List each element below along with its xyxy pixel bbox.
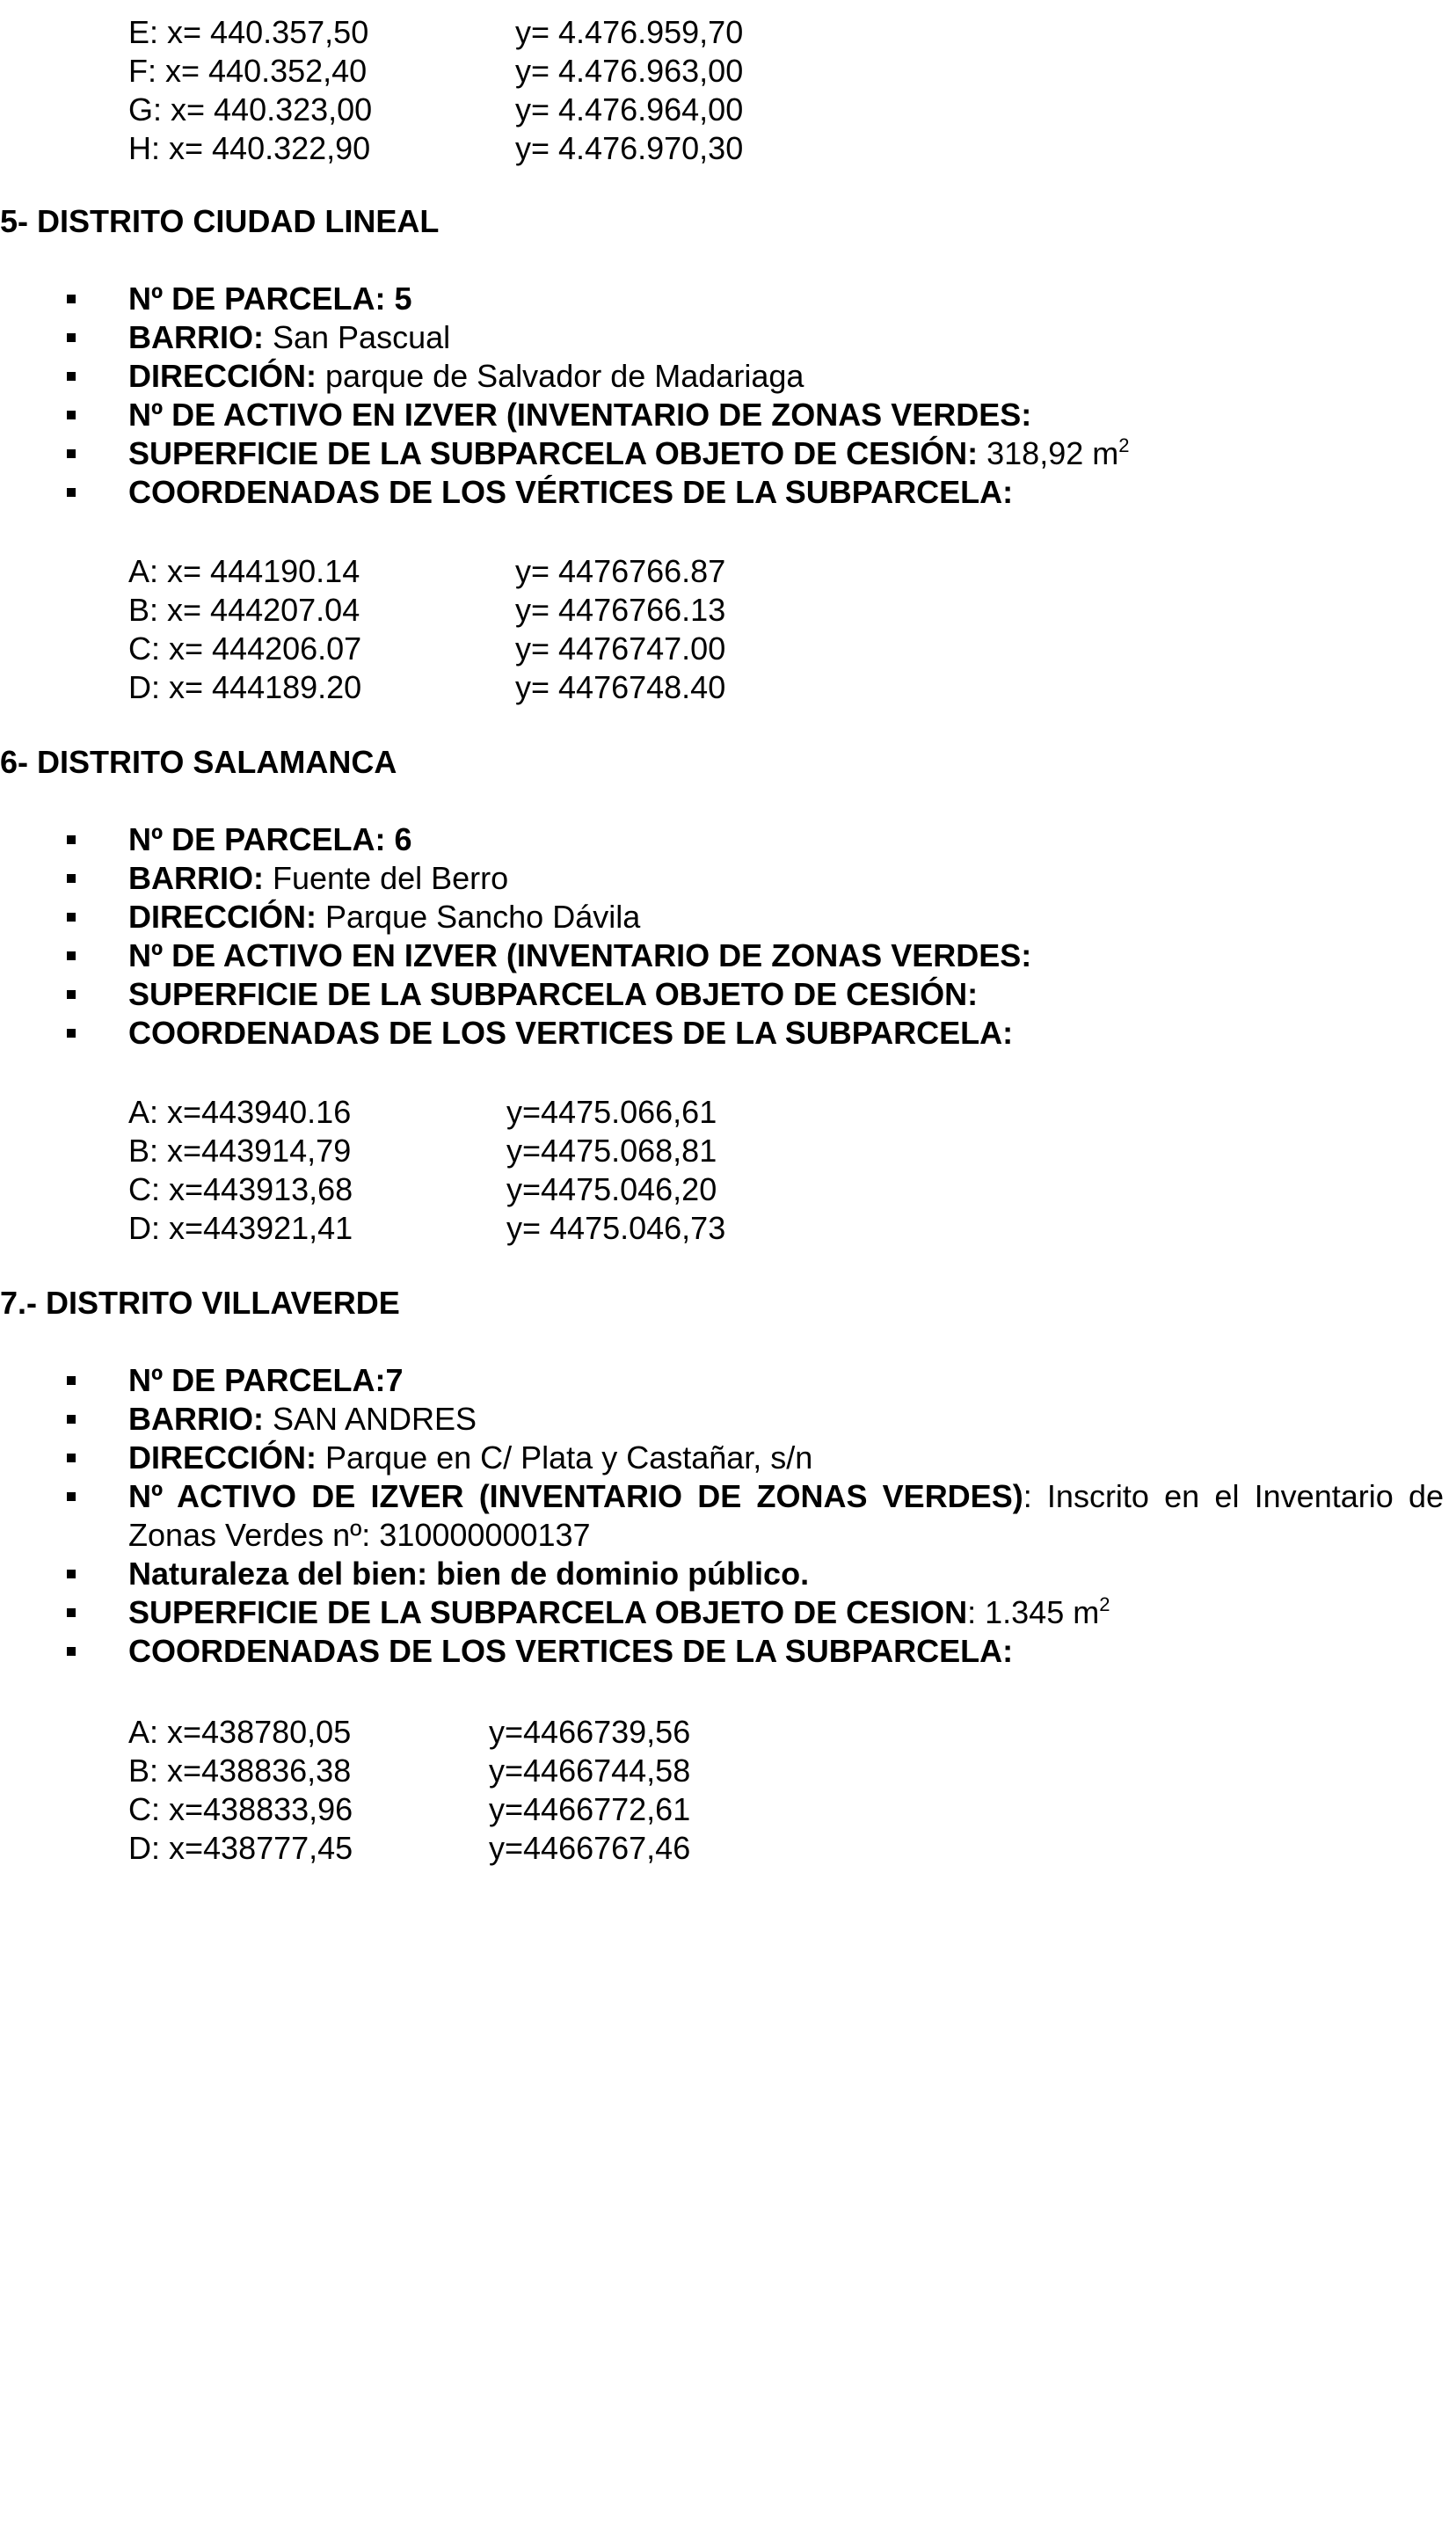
coordinate-x: A: x= 444190.14 <box>128 553 360 589</box>
bullet-icon <box>67 295 76 303</box>
coordinate-row <box>128 1790 690 1829</box>
list-item <box>0 280 1451 318</box>
coordinate-row <box>128 1132 725 1170</box>
coordinate-row <box>128 552 725 591</box>
list-item <box>0 820 1451 859</box>
coordinate-row <box>128 52 743 91</box>
bullet-icon <box>67 913 76 922</box>
coordinate-y: y=4475.066,61 <box>506 1094 717 1130</box>
coordinate-x: D: x= 444189.20 <box>128 669 362 705</box>
list-item <box>0 1014 1451 1053</box>
item-label: Nº DE ACTIVO EN IZVER (INVENTARIO DE ZONAS VERDES: <box>128 937 1032 973</box>
coordinate-y: y=4475.046,20 <box>506 1171 717 1207</box>
section-heading-villaverde: 7.- DISTRITO VILLAVERDE <box>0 1285 400 1321</box>
bullet-icon <box>67 372 76 381</box>
item-label: DIRECCIÓN: <box>128 899 317 935</box>
item-label: SUPERFICIE DE LA SUBPARCELA OBJETO DE CESION <box>128 1594 968 1630</box>
coordinate-y: y=4475.068,81 <box>506 1133 717 1169</box>
bullet-icon <box>67 333 76 342</box>
list-item <box>0 936 1451 975</box>
item-label: DIRECCIÓN: <box>128 358 317 394</box>
section-5-list <box>0 280 1451 512</box>
coordinate-x: D: x=443921,41 <box>128 1210 353 1246</box>
bullet-icon <box>67 1608 76 1617</box>
list-item <box>0 357 1451 396</box>
bullet-icon <box>67 835 76 844</box>
coordinate-y: y= 4.476.959,70 <box>515 14 744 50</box>
bullet-icon <box>67 1454 76 1462</box>
coordinate-y: y= 4476766.13 <box>515 592 726 628</box>
coordinate-x: C: x=438833,96 <box>128 1791 353 1827</box>
coordinates-block-section-6 <box>128 1093 725 1248</box>
section-heading-salamanca: 6- DISTRITO SALAMANCA <box>0 744 397 780</box>
item-label: SUPERFICIE DE LA SUBPARCELA OBJETO DE CESIÓN: <box>128 976 979 1012</box>
list-item <box>0 1361 1451 1400</box>
bullet-icon <box>67 1376 76 1385</box>
bullet-icon <box>67 1029 76 1038</box>
item-value: : Inscrito en el Inventario de Zonas Verdes nº: 310000000137 <box>128 1478 1445 1553</box>
coordinate-x: F: x= 440.352,40 <box>128 53 368 89</box>
list-item <box>0 1439 1451 1477</box>
coordinate-y: y=4466772,61 <box>489 1791 691 1827</box>
coordinate-y: y=4466739,56 <box>489 1714 691 1750</box>
list-item <box>0 396 1451 434</box>
coordinate-x: A: x=438780,05 <box>128 1714 352 1750</box>
bullet-icon <box>67 1492 76 1501</box>
item-value: Parque en C/ Plata y Castañar, s/n <box>317 1439 813 1476</box>
coordinates-block-section-7 <box>128 1713 690 1868</box>
coordinate-x: D: x=438777,45 <box>128 1830 353 1866</box>
item-label: Naturaleza del bien: bien de dominio público. <box>128 1556 810 1592</box>
item-label: COORDENADAS DE LOS VERTICES DE LA SUBPARCELA: <box>128 1015 1014 1051</box>
item-value: SAN ANDRES <box>263 1401 477 1437</box>
list-item <box>0 434 1451 473</box>
item-label: SUPERFICIE DE LA SUBPARCELA OBJETO DE CESIÓN: <box>128 435 979 471</box>
item-label: BARRIO: <box>128 860 264 896</box>
coordinates-block-top <box>128 13 743 168</box>
list-item <box>0 1632 1451 1671</box>
bullet-icon <box>67 951 76 960</box>
coordinate-row <box>128 591 725 630</box>
item-label: COORDENADAS DE LOS VERTICES DE LA SUBPARCELA: <box>128 1633 1014 1669</box>
list-item <box>0 318 1451 357</box>
coordinate-x: E: x= 440.357,50 <box>128 14 369 50</box>
bullet-icon <box>67 874 76 883</box>
coordinate-row <box>128 129 743 168</box>
coordinate-y: y=4466767,46 <box>489 1830 691 1866</box>
list-item <box>0 898 1451 936</box>
coordinate-x: B: x= 444207.04 <box>128 592 360 628</box>
item-label: Nº DE ACTIVO EN IZVER (INVENTARIO DE ZONAS VERDES: <box>128 397 1032 433</box>
coordinate-row <box>128 1829 690 1868</box>
coordinate-x: H: x= 440.322,90 <box>128 130 371 166</box>
list-item <box>0 1555 1451 1593</box>
superscript: 2 <box>1118 434 1130 456</box>
coordinate-row <box>128 1093 725 1132</box>
superscript: 2 <box>1099 1593 1110 1615</box>
coordinate-y: y= 4476766.87 <box>515 553 726 589</box>
coordinate-row <box>128 13 743 52</box>
coordinate-y: y= 4475.046,73 <box>506 1210 726 1246</box>
item-value: 318,92 m <box>978 435 1119 471</box>
bullet-icon <box>67 1647 76 1656</box>
coordinate-x: G: x= 440.323,00 <box>128 91 373 128</box>
coordinate-row <box>128 630 725 668</box>
section-7-list <box>0 1361 1451 1671</box>
coordinate-row <box>128 1209 725 1248</box>
coordinates-block-section-5 <box>128 552 725 707</box>
list-item <box>0 473 1451 512</box>
coordinate-x: C: x= 444206.07 <box>128 630 362 667</box>
bullet-icon <box>67 990 76 999</box>
bullet-icon <box>67 1415 76 1424</box>
item-label: Nº DE PARCELA:7 <box>128 1362 404 1398</box>
coordinate-x: C: x=443913,68 <box>128 1171 353 1207</box>
coordinate-y: y= 4.476.964,00 <box>515 91 744 128</box>
bullet-icon <box>67 411 76 419</box>
item-value: Parque Sancho Dávila <box>317 899 641 935</box>
item-value: San Pascual <box>263 319 451 355</box>
item-value: parque de Salvador de Madariaga <box>317 358 804 394</box>
coordinate-row <box>128 668 725 707</box>
coordinate-row <box>128 1170 725 1209</box>
item-label: BARRIO: <box>128 319 264 355</box>
item-value: Fuente del Berro <box>263 860 509 896</box>
bullet-icon <box>67 449 76 458</box>
coordinate-x: B: x=443914,79 <box>128 1133 352 1169</box>
section-6-list <box>0 820 1451 1053</box>
coordinate-y: y= 4476747.00 <box>515 630 726 667</box>
item-label: DIRECCIÓN: <box>128 1439 317 1476</box>
bullet-icon <box>67 488 76 497</box>
list-item <box>0 1400 1451 1439</box>
coordinate-row <box>128 91 743 129</box>
item-label: COORDENADAS DE LOS VÉRTICES DE LA SUBPARCELA: <box>128 474 1014 510</box>
coordinate-y: y=4466744,58 <box>489 1753 691 1789</box>
item-value: : 1.345 m <box>967 1594 1100 1630</box>
item-label: Nº ACTIVO DE IZVER (INVENTARIO DE ZONAS VERDES) <box>128 1478 1023 1514</box>
section-heading-ciudad-lineal: 5- DISTRITO CIUDAD LINEAL <box>0 203 440 239</box>
bullet-icon <box>67 1570 76 1578</box>
coordinate-x: A: x=443940.16 <box>128 1094 352 1130</box>
list-item <box>0 1593 1451 1632</box>
item-label: Nº DE PARCELA: 5 <box>128 281 412 317</box>
list-item <box>0 859 1451 898</box>
coordinate-y: y= 4476748.40 <box>515 669 726 705</box>
list-item <box>0 1477 1451 1555</box>
item-label: BARRIO: <box>128 1401 264 1437</box>
coordinate-y: y= 4.476.963,00 <box>515 53 744 89</box>
item-label: Nº DE PARCELA: 6 <box>128 821 412 857</box>
list-item <box>0 975 1451 1014</box>
coordinate-y: y= 4.476.970,30 <box>515 130 744 166</box>
coordinate-row <box>128 1713 690 1752</box>
coordinate-row <box>128 1752 690 1790</box>
coordinate-x: B: x=438836,38 <box>128 1753 352 1789</box>
